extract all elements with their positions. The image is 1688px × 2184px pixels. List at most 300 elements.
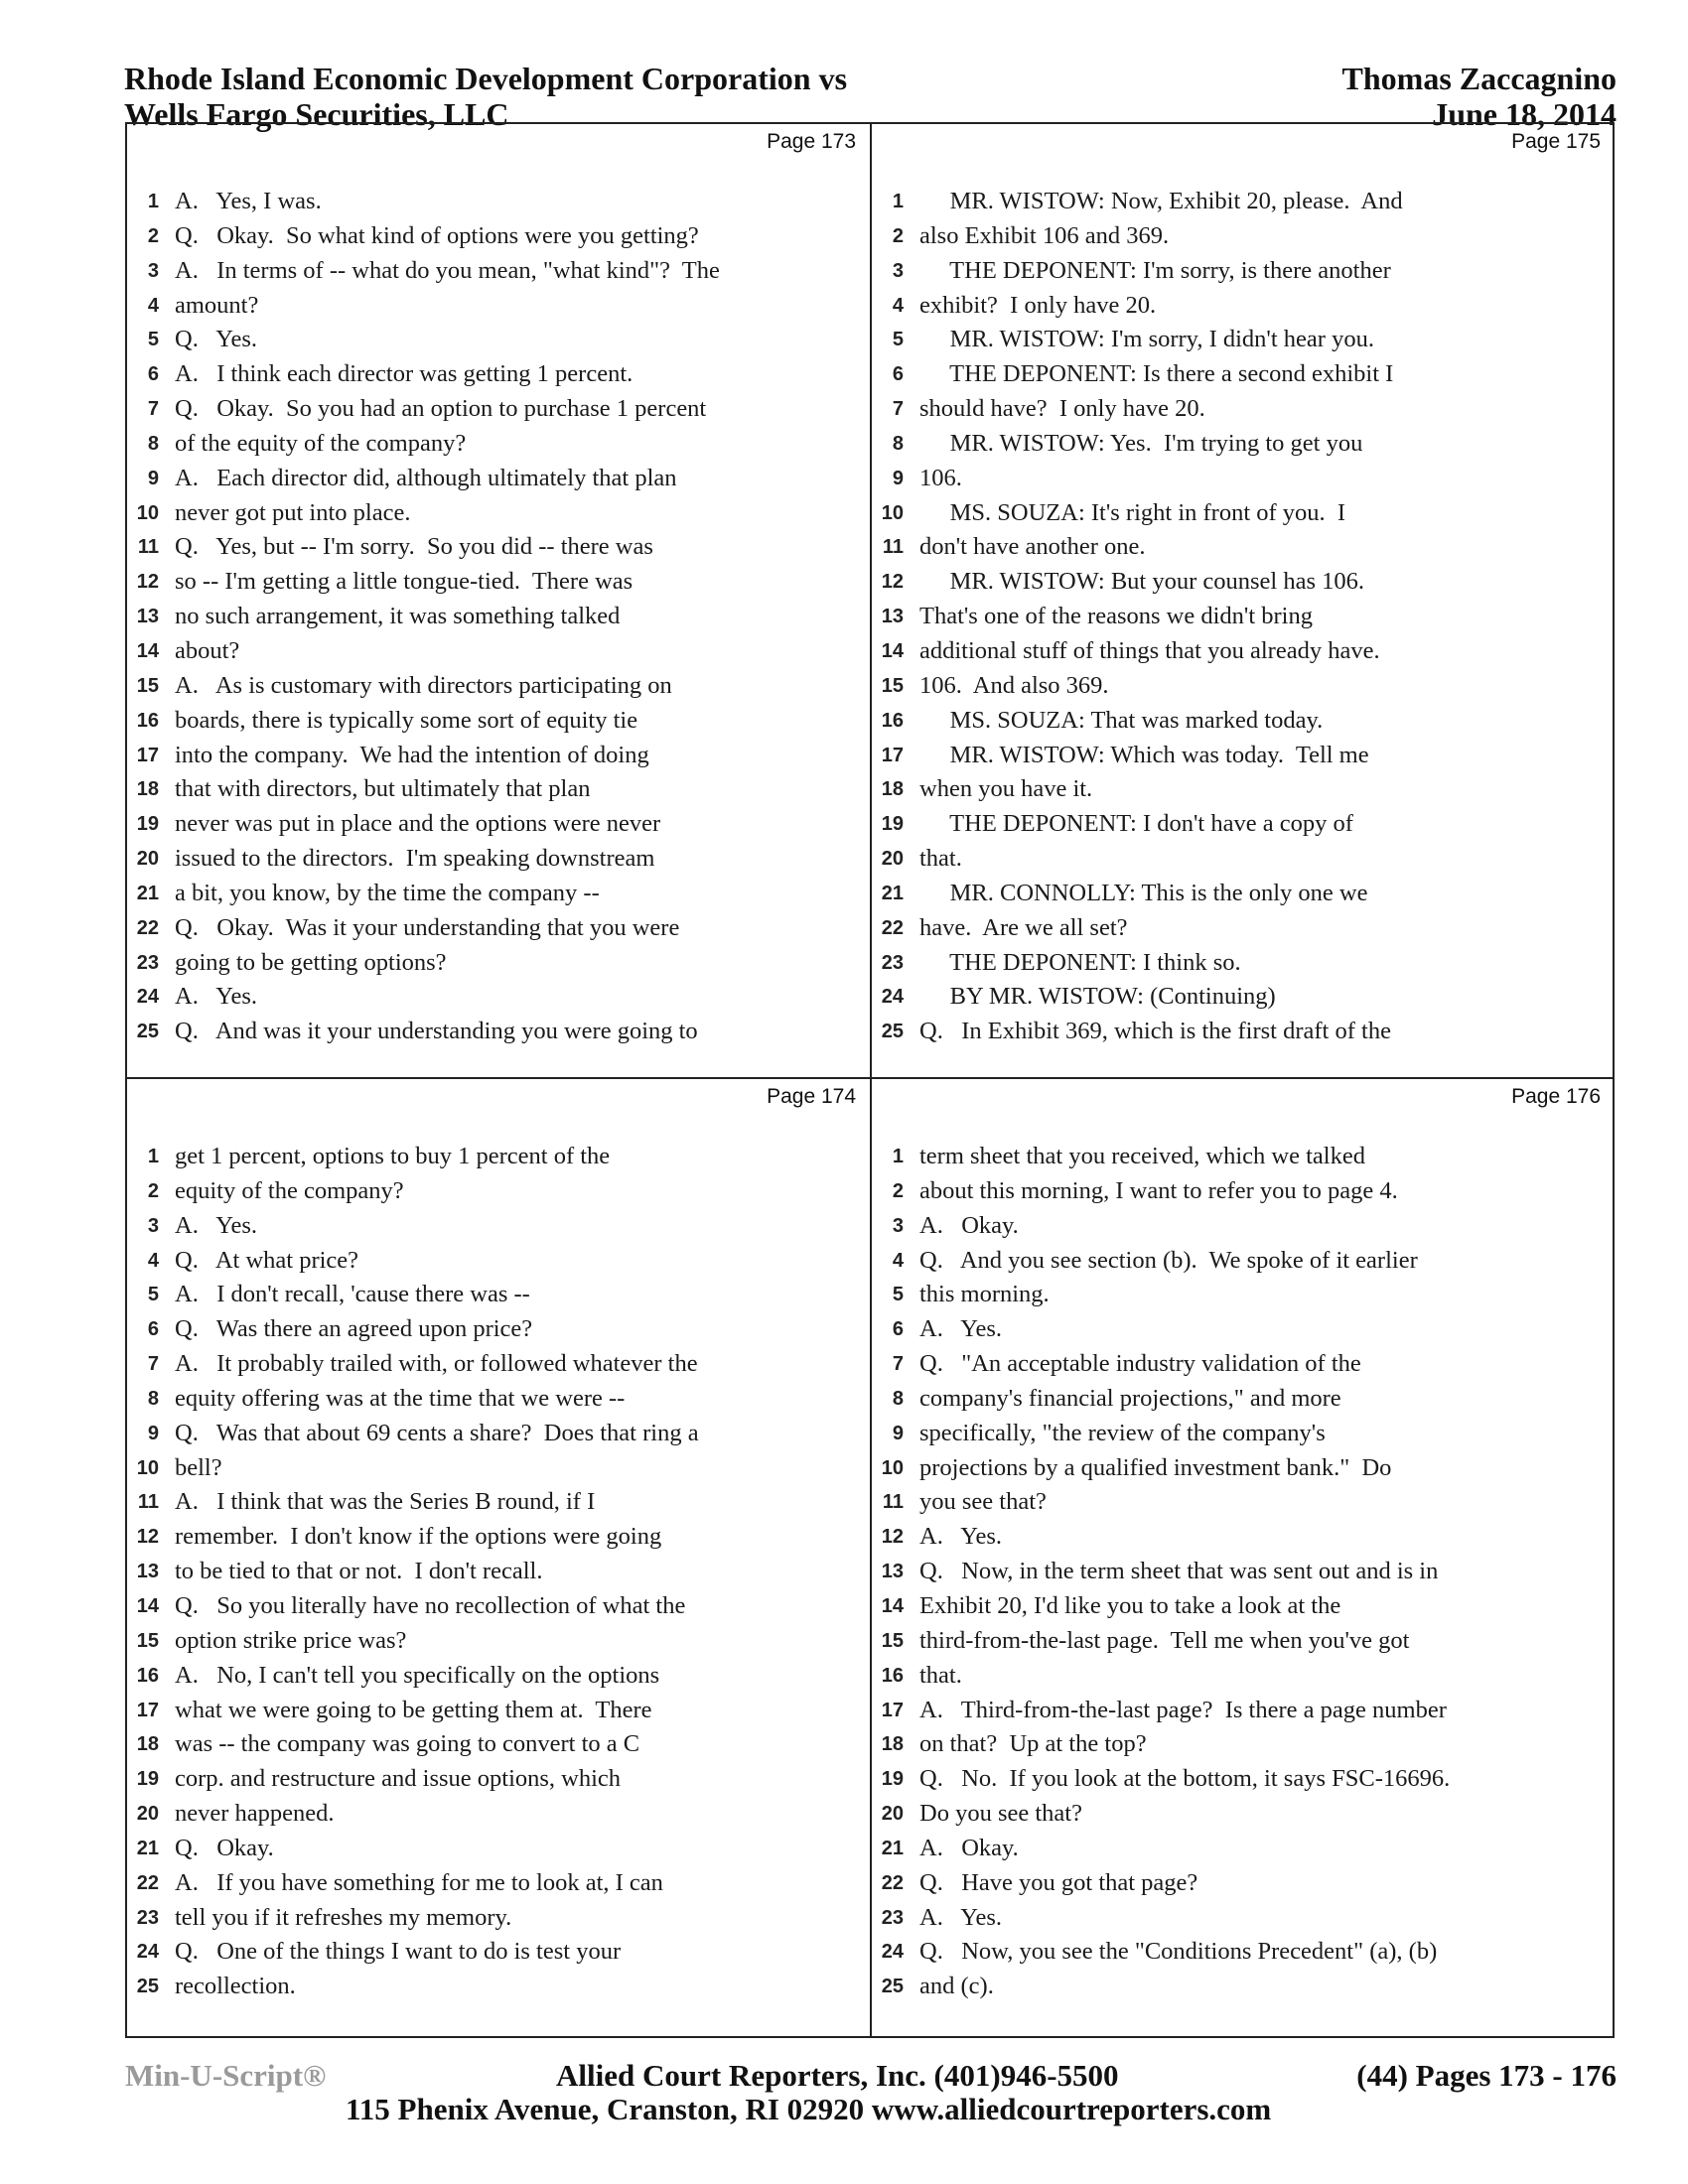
line-number: 11 — [882, 536, 904, 559]
transcript-line — [872, 254, 1615, 289]
line-number: 24 — [881, 1941, 904, 1964]
transcript-line — [872, 392, 1615, 427]
page-number: Page 176 — [1511, 1085, 1601, 1108]
line-text: Q. Was that about 69 cents a share? Does that ring a — [175, 1419, 699, 1446]
line-text: and (c). — [919, 1973, 994, 2000]
line-text: equity offering was at the time that we were -- — [175, 1384, 626, 1412]
transcript-line — [127, 739, 870, 773]
transcript-line — [127, 1278, 870, 1312]
transcript-line — [127, 842, 870, 877]
line-text: A. I think that was the Series B round, if I — [175, 1488, 596, 1516]
line-text: third-from-the-last page. Tell me when you've got — [919, 1626, 1410, 1654]
transcript-line — [127, 323, 870, 357]
line-text: A. Yes. — [175, 1211, 258, 1239]
footer-page-range: (44) Pages 173 - 176 — [1356, 2058, 1617, 2093]
line-text: option strike price was? — [175, 1626, 407, 1654]
line-text: A. As is customary with directors participating on — [175, 671, 672, 699]
transcript-line — [127, 1140, 870, 1174]
transcript-page — [127, 1079, 870, 2030]
transcript-line — [872, 1520, 1615, 1555]
line-number: 10 — [881, 501, 904, 524]
transcript-line — [127, 254, 870, 289]
line-number: 19 — [136, 1768, 159, 1791]
line-number: 17 — [136, 744, 159, 766]
line-number: 25 — [136, 1021, 159, 1043]
line-number: 17 — [881, 744, 904, 766]
line-text: A. Okay. — [919, 1211, 1019, 1239]
line-number: 21 — [881, 882, 904, 904]
line-text: company's financial projections," and more — [919, 1384, 1341, 1412]
transcript-line — [127, 1174, 870, 1209]
line-text: A. It probably trailed with, or followed whatever the — [175, 1350, 698, 1378]
line-number: 13 — [881, 606, 904, 628]
transcript-line — [872, 980, 1615, 1015]
transcript-line — [872, 1174, 1615, 1209]
transcript-line — [872, 772, 1615, 807]
line-number: 6 — [147, 363, 159, 386]
transcript-line — [127, 1589, 870, 1624]
transcript-line — [872, 807, 1615, 842]
line-text: Q. And was it your understanding you were going to — [175, 1018, 698, 1045]
line-text: A. Each director did, although ultimately that plan — [175, 464, 677, 491]
line-number: 4 — [147, 1249, 159, 1272]
line-number: 5 — [892, 1284, 904, 1306]
transcript-line — [127, 1451, 870, 1486]
line-text: Q. Okay. So you had an option to purchase 1 percent — [175, 395, 707, 423]
line-number: 14 — [881, 639, 904, 662]
line-number: 22 — [136, 1871, 159, 1894]
line-text: never happened. — [175, 1800, 335, 1828]
line-text: bell? — [175, 1453, 222, 1481]
line-number: 5 — [147, 329, 159, 351]
transcript-line — [127, 946, 870, 981]
line-number: 11 — [137, 536, 159, 559]
line-number: 19 — [136, 813, 159, 836]
transcript-line — [872, 1015, 1615, 1049]
line-text: so -- I'm getting a little tongue-tied. There was — [175, 568, 633, 596]
transcript-line — [872, 1347, 1615, 1382]
line-number: 7 — [147, 1353, 159, 1376]
transcript-line — [872, 600, 1615, 634]
line-text: Q. Okay. So what kind of options were you getting? — [175, 221, 699, 249]
transcript-line — [872, 357, 1615, 392]
line-text: going to be getting options? — [175, 948, 447, 976]
line-number: 20 — [136, 848, 159, 871]
line-number: 9 — [892, 467, 904, 489]
line-number: 13 — [881, 1561, 904, 1583]
transcript-line — [127, 1244, 870, 1279]
line-number: 24 — [136, 986, 159, 1009]
transcript-line — [872, 1382, 1615, 1417]
line-text: THE DEPONENT: I'm sorry, is there another — [919, 256, 1391, 284]
transcript-line — [127, 1015, 870, 1049]
line-text: Q. Now, you see the "Conditions Precedent" (a), (b) — [919, 1938, 1438, 1966]
line-text: no such arrangement, it was something talked — [175, 603, 621, 630]
page-number: Page 175 — [1511, 130, 1601, 153]
line-text: get 1 percent, options to buy 1 percent of the — [175, 1143, 611, 1169]
line-text: that. — [919, 845, 962, 873]
line-text: amount? — [175, 291, 259, 319]
transcript-line — [872, 1866, 1615, 1901]
line-number: 4 — [892, 294, 904, 317]
transcript-line — [127, 1624, 870, 1659]
transcript-line — [872, 1832, 1615, 1866]
line-number: 15 — [881, 1629, 904, 1652]
line-number: 10 — [136, 1456, 159, 1479]
transcript-lines — [872, 1140, 1615, 2004]
line-number: 6 — [892, 1318, 904, 1341]
transcript-line — [872, 289, 1615, 324]
line-number: 7 — [147, 398, 159, 421]
line-text: Q. And you see section (b). We spoke of it earlier — [919, 1246, 1418, 1274]
line-number: 8 — [147, 432, 159, 455]
line-text: THE DEPONENT: Is there a second exhibit I — [919, 360, 1394, 388]
line-text: to be tied to that or not. I don't recall. — [175, 1558, 543, 1585]
line-number: 7 — [892, 1353, 904, 1376]
transcript-line — [872, 1694, 1615, 1728]
line-text: you see that? — [919, 1488, 1047, 1516]
transcript-line — [872, 496, 1615, 531]
line-text: MR. WISTOW: Now, Exhibit 20, please. And — [919, 188, 1403, 214]
line-number: 6 — [147, 1318, 159, 1341]
transcript-line — [127, 1555, 870, 1589]
line-number: 9 — [892, 1422, 904, 1444]
transcript-line — [127, 1694, 870, 1728]
case-title-line2: Wells Fargo Securities, LLC — [124, 96, 509, 132]
line-number: 20 — [881, 1803, 904, 1826]
line-text: about? — [175, 636, 240, 664]
transcript-line — [872, 704, 1615, 739]
transcript-line — [872, 323, 1615, 357]
line-number: 21 — [136, 1837, 159, 1859]
transcript-line — [872, 1209, 1615, 1244]
line-number: 18 — [136, 778, 159, 801]
line-text: A. Yes. — [919, 1315, 1003, 1343]
transcript-line — [127, 565, 870, 600]
line-text: A. Yes. — [919, 1523, 1003, 1551]
transcript-line — [872, 1624, 1615, 1659]
line-number: 16 — [881, 1664, 904, 1687]
line-text: equity of the company? — [175, 1176, 404, 1204]
line-number: 19 — [881, 1768, 904, 1791]
line-text: MR. WISTOW: Which was today. Tell me — [919, 741, 1369, 768]
line-text: additional stuff of things that you already have. — [919, 636, 1380, 664]
transcript-line — [872, 739, 1615, 773]
line-number: 5 — [892, 329, 904, 351]
line-number: 3 — [147, 1214, 159, 1237]
transcript-line — [127, 1970, 870, 2004]
line-number: 3 — [147, 259, 159, 282]
transcript-line — [127, 392, 870, 427]
line-number: 6 — [892, 363, 904, 386]
line-number: 18 — [136, 1733, 159, 1756]
transcript-line — [872, 185, 1615, 219]
transcript-line — [872, 219, 1615, 254]
line-text: also Exhibit 106 and 369. — [919, 221, 1170, 249]
transcript-line — [127, 1382, 870, 1417]
transcript-page — [872, 1079, 1615, 2030]
line-number: 10 — [881, 1456, 904, 1479]
line-number: 15 — [881, 674, 904, 697]
line-number: 19 — [881, 813, 904, 836]
line-text: MR. CONNOLLY: This is the only one we — [919, 879, 1368, 906]
line-text: that with directors, but ultimately that plan — [175, 775, 591, 803]
line-number: 9 — [147, 467, 159, 489]
line-text: MS. SOUZA: It's right in front of you. I — [919, 498, 1346, 526]
transcript-line — [127, 877, 870, 911]
line-text: Q. At what price? — [175, 1246, 359, 1274]
transcript-line — [872, 1727, 1615, 1762]
transcript-line — [127, 530, 870, 565]
transcript-line — [872, 634, 1615, 669]
footer-reporter: Allied Court Reporters, Inc. (401)946-5500 — [556, 2058, 1119, 2093]
line-text: Q. "An acceptable industry validation of the — [919, 1350, 1361, 1378]
transcript-line — [872, 1451, 1615, 1486]
footer-brand: Min-U-Script® — [125, 2058, 327, 2093]
transcript-line — [872, 911, 1615, 946]
line-number: 14 — [136, 1594, 159, 1617]
line-number: 4 — [147, 294, 159, 317]
transcript-line — [872, 1555, 1615, 1589]
transcript-line — [127, 1312, 870, 1347]
line-number: 18 — [881, 778, 904, 801]
transcript-line — [872, 1935, 1615, 1970]
transcript-line — [127, 185, 870, 219]
line-text: A. Yes, I was. — [175, 188, 322, 214]
line-text: tell you if it refreshes my memory. — [175, 1903, 512, 1931]
line-text: Do you see that? — [919, 1800, 1082, 1828]
line-text: a bit, you know, by the time the company -- — [175, 879, 600, 906]
transcript-line — [127, 496, 870, 531]
line-text: That's one of the reasons we didn't bring — [919, 603, 1313, 630]
line-number: 11 — [882, 1491, 904, 1514]
line-number: 12 — [136, 571, 159, 594]
deposition-date: June 18, 2014 — [1432, 96, 1617, 132]
line-number: 7 — [892, 398, 904, 421]
line-number: 1 — [892, 191, 904, 212]
line-number: 13 — [136, 606, 159, 628]
line-number: 8 — [892, 1387, 904, 1410]
line-text: MR. WISTOW: I'm sorry, I didn't hear you. — [919, 326, 1374, 353]
line-text: never got put into place. — [175, 498, 411, 526]
line-number: 15 — [136, 674, 159, 697]
transcript-line — [127, 1417, 870, 1451]
line-text: A. No, I can't tell you specifically on the options — [175, 1661, 660, 1689]
line-text: MR. WISTOW: Yes. I'm trying to get you — [919, 429, 1363, 457]
line-number: 5 — [147, 1284, 159, 1306]
line-number: 23 — [881, 951, 904, 974]
footer-address: 115 Phenix Avenue, Cranston, RI 02920 www.alliedcourtreporters.com — [346, 2092, 1272, 2126]
transcript-line — [872, 669, 1615, 704]
transcript-line — [127, 1797, 870, 1832]
line-text: A. I don't recall, 'cause there was -- — [175, 1281, 530, 1308]
line-text: Q. Now, in the term sheet that was sent out and is in — [919, 1558, 1439, 1585]
transcript-line — [127, 634, 870, 669]
transcript-line — [127, 427, 870, 462]
line-text: was -- the company was going to convert to a C — [175, 1730, 640, 1758]
line-number: 2 — [892, 1179, 904, 1202]
transcript-line — [872, 1659, 1615, 1694]
line-text: Q. No. If you look at the bottom, it says FSC-16696. — [919, 1765, 1451, 1793]
line-text: on that? Up at the top? — [919, 1730, 1147, 1758]
transcript-line — [127, 1866, 870, 1901]
line-text: what we were going to be getting them at. There — [175, 1696, 652, 1723]
line-text: never was put in place and the options were never — [175, 810, 661, 838]
line-text: boards, there is typically some sort of equity tie — [175, 706, 638, 734]
line-text: that. — [919, 1661, 962, 1689]
line-text: don't have another one. — [919, 533, 1146, 561]
transcript-line — [872, 565, 1615, 600]
line-text: A. Yes. — [175, 983, 258, 1011]
line-number: 1 — [147, 191, 159, 212]
line-number: 15 — [136, 1629, 159, 1652]
transcript-line — [127, 1935, 870, 1970]
line-number: 25 — [881, 1021, 904, 1043]
line-text: A. Okay. — [919, 1834, 1019, 1861]
transcript-line — [872, 946, 1615, 981]
transcript-line — [872, 1762, 1615, 1797]
line-number: 4 — [892, 1249, 904, 1272]
page-number: Page 173 — [767, 130, 856, 153]
transcript-line — [127, 1209, 870, 1244]
transcript-line — [872, 1797, 1615, 1832]
line-number: 14 — [881, 1594, 904, 1617]
transcript-line — [127, 600, 870, 634]
transcript-page — [872, 124, 1615, 1075]
transcript-line — [127, 1659, 870, 1694]
line-number: 23 — [881, 1906, 904, 1929]
line-number: 21 — [136, 882, 159, 904]
line-text: Q. In Exhibit 369, which is the first draft of the — [919, 1018, 1391, 1045]
line-number: 24 — [881, 986, 904, 1009]
transcript-lines — [127, 1140, 870, 2004]
transcript-line — [872, 1589, 1615, 1624]
line-number: 8 — [892, 432, 904, 455]
line-text: this morning. — [919, 1281, 1050, 1308]
line-number: 24 — [136, 1941, 159, 1964]
transcript-page — [127, 124, 870, 1075]
line-number: 2 — [892, 224, 904, 247]
transcript-line — [872, 1970, 1615, 2004]
transcript-line — [872, 842, 1615, 877]
line-text: THE DEPONENT: I think so. — [919, 948, 1241, 976]
line-number: 1 — [892, 1146, 904, 1167]
line-text: A. In terms of -- what do you mean, "what kind"? The — [175, 256, 720, 284]
line-number: 23 — [136, 951, 159, 974]
line-number: 12 — [881, 571, 904, 594]
line-text: about this morning, I want to refer you to page 4. — [919, 1176, 1398, 1204]
line-text: Q. Have you got that page? — [919, 1868, 1198, 1896]
transcript-line — [127, 1832, 870, 1866]
deponent-name: Thomas Zaccagnino — [1341, 61, 1617, 96]
line-text: 106. — [919, 464, 962, 491]
line-number: 16 — [881, 709, 904, 732]
line-text: A. I think each director was getting 1 percent. — [175, 360, 633, 388]
page-number: Page 174 — [767, 1085, 856, 1108]
line-number: 12 — [136, 1526, 159, 1549]
line-number: 22 — [881, 1871, 904, 1894]
line-number: 20 — [881, 848, 904, 871]
transcript-line — [872, 1278, 1615, 1312]
transcript-line — [127, 1485, 870, 1520]
transcript-line — [872, 1485, 1615, 1520]
transcript-line — [127, 219, 870, 254]
line-text: of the equity of the company? — [175, 429, 467, 457]
line-text: projections by a qualified investment bank." Do — [919, 1453, 1392, 1481]
transcript-line — [127, 807, 870, 842]
line-text: corp. and restructure and issue options, which — [175, 1765, 622, 1793]
line-text: issued to the directors. I'm speaking downstream — [175, 845, 655, 873]
transcript-line — [127, 772, 870, 807]
transcript-line — [127, 1727, 870, 1762]
line-text: term sheet that you received, which we talked — [919, 1143, 1365, 1169]
line-number: 16 — [136, 1664, 159, 1687]
transcript-line — [872, 1140, 1615, 1174]
line-text: THE DEPONENT: I don't have a copy of — [919, 810, 1353, 838]
line-number: 25 — [881, 1976, 904, 1998]
line-text: Q. So you literally have no recollection of what the — [175, 1591, 686, 1619]
line-text: exhibit? I only have 20. — [919, 291, 1157, 319]
line-text: into the company. We had the intention of doing — [175, 741, 649, 768]
line-number: 17 — [881, 1699, 904, 1721]
line-text: Q. Okay. Was it your understanding that you were — [175, 913, 680, 941]
transcript-line — [872, 427, 1615, 462]
transcript-line — [872, 877, 1615, 911]
line-number: 8 — [147, 1387, 159, 1410]
transcript-line — [127, 1901, 870, 1936]
line-number: 25 — [136, 1976, 159, 1998]
line-number: 21 — [881, 1837, 904, 1859]
line-number: 18 — [881, 1733, 904, 1756]
line-number: 1 — [147, 1146, 159, 1167]
line-number: 9 — [147, 1422, 159, 1444]
line-number: 2 — [147, 1179, 159, 1202]
line-number: 10 — [136, 501, 159, 524]
line-text: Q. One of the things I want to do is test your — [175, 1938, 622, 1966]
transcript-line — [872, 1901, 1615, 1936]
line-text: specifically, "the review of the company's — [919, 1419, 1326, 1446]
line-number: 12 — [881, 1526, 904, 1549]
transcript-lines — [872, 185, 1615, 1049]
transcript-line — [127, 357, 870, 392]
line-number: 3 — [892, 1214, 904, 1237]
line-text: when you have it. — [919, 775, 1093, 803]
line-text: MS. SOUZA: That was marked today. — [919, 706, 1324, 734]
transcript-line — [127, 1347, 870, 1382]
line-text: recollection. — [175, 1973, 296, 2000]
line-text: remember. I don't know if the options were going — [175, 1523, 662, 1551]
line-text: 106. And also 369. — [919, 671, 1109, 699]
transcript-line — [872, 530, 1615, 565]
line-text: A. Third-from-the-last page? Is there a page number — [919, 1696, 1447, 1723]
transcript-lines — [127, 185, 870, 1049]
line-number: 14 — [136, 639, 159, 662]
transcript-line — [872, 1312, 1615, 1347]
line-number: 17 — [136, 1699, 159, 1721]
line-number: 22 — [136, 916, 159, 939]
transcript-line — [127, 1520, 870, 1555]
transcript-line — [127, 669, 870, 704]
transcript-line — [127, 1762, 870, 1797]
line-text: have. Are we all set? — [919, 913, 1128, 941]
transcript-line — [872, 1417, 1615, 1451]
line-text: A. If you have something for me to look at, I can — [175, 1868, 663, 1896]
transcript-line — [872, 1244, 1615, 1279]
transcript-line — [127, 911, 870, 946]
transcript-line — [127, 289, 870, 324]
line-number: 11 — [137, 1491, 159, 1514]
line-number: 2 — [147, 224, 159, 247]
